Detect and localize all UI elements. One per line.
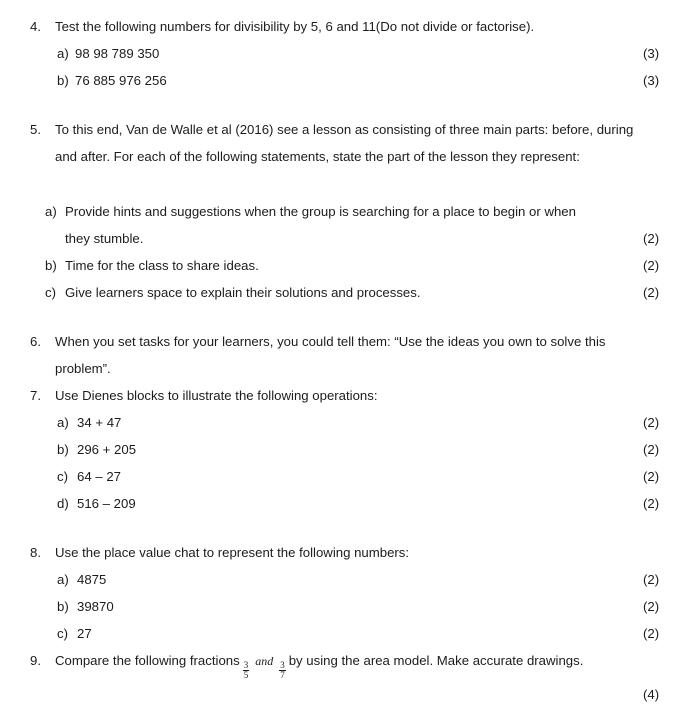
question-4-item-b-text: 76 885 976 256 [75, 73, 167, 88]
question-5-item-a-continuation [0, 225, 683, 252]
question-5-item-c-text: Give learners space to explain their solutions and processes. [65, 285, 421, 300]
question-7-item-b-label: b) [57, 442, 69, 457]
question-7-item-a-text: 34 + 47 [77, 415, 122, 430]
question-5-item-a-label: a) [45, 204, 57, 219]
question-8-number: 8. [30, 545, 41, 560]
question-9-number: 9. [30, 653, 41, 668]
question-4-item-b-marks: (3) [643, 73, 660, 88]
question-9 [0, 647, 683, 708]
question-4-item-b [0, 67, 683, 94]
question-6-stem: When you set tasks for your learners, you could tell them: “Use the ideas you own to solve this problem”. [55, 334, 606, 376]
gap-after-q5 [0, 306, 683, 328]
fraction-three-fifths [243, 661, 250, 681]
gap-after-q4 [0, 94, 683, 116]
question-4-stem-row [0, 13, 683, 40]
question-9-marks-row [0, 681, 683, 708]
question-7-item-d-label: d) [57, 496, 69, 511]
question-7-item-b-text: 296 + 205 [77, 442, 137, 457]
question-7-item-c [0, 463, 683, 490]
question-9-marks: (4) [643, 686, 660, 702]
question-5-number: 5. [30, 122, 41, 137]
question-8-item-c-label: c) [57, 626, 68, 641]
question-4-item-b-label: b) [57, 73, 69, 88]
gap-after-q7 [0, 517, 683, 539]
question-6-stem-row [0, 328, 683, 382]
question-7 [0, 382, 683, 517]
question-4-item-a [0, 40, 683, 67]
fraction-three-fifths-denominator: 5 [243, 670, 249, 681]
question-7-item-c-marks: (2) [643, 469, 660, 484]
question-5-item-a-text-line2: they stumble. [65, 231, 144, 246]
question-7-item-c-text: 64 – 27 [77, 469, 121, 484]
question-9-stem-row [0, 647, 683, 681]
question-5-item-a-marks: (2) [643, 231, 660, 246]
question-6 [0, 328, 683, 382]
question-8-item-a-label: a) [57, 572, 69, 587]
question-5-item-c-marks: (2) [643, 285, 660, 300]
question-9-conjunction: and [255, 654, 274, 668]
question-8-item-c-marks: (2) [643, 626, 660, 641]
question-8-item-a-text: 4875 [77, 572, 107, 587]
question-4-item-a-text: 98 98 789 350 [75, 46, 160, 61]
fraction-three-fifths-numerator: 3 [243, 659, 249, 670]
question-5-item-b-text: Time for the class to share ideas. [65, 258, 259, 273]
question-5-item-a [0, 198, 683, 225]
question-9-stem-part2: by using the area model. Make accurate drawings. [288, 653, 584, 668]
question-7-item-d [0, 490, 683, 517]
question-4-item-a-label: a) [57, 46, 69, 61]
question-5 [0, 116, 683, 306]
top-spacer [0, 0, 683, 13]
question-8-item-c [0, 620, 683, 647]
question-5-item-b-label: b) [45, 258, 57, 273]
question-8-item-c-text: 27 [77, 626, 92, 641]
question-7-stem-row [0, 382, 683, 409]
question-5-item-b-marks: (2) [643, 258, 660, 273]
question-4-item-a-marks: (3) [643, 46, 660, 61]
question-5-item-c [0, 279, 683, 306]
question-8-item-b [0, 593, 683, 620]
question-7-item-a [0, 409, 683, 436]
question-7-item-d-marks: (2) [643, 496, 660, 511]
question-8 [0, 539, 683, 647]
question-8-item-a-marks: (2) [643, 572, 660, 587]
question-5-stem: To this end, Van de Walle et al (2016) see a lesson as consisting of three main parts: before, during and after. For each of the following statements, state the part of the lesson they represent: [55, 122, 634, 164]
question-9-stem [55, 647, 683, 681]
question-8-item-a [0, 566, 683, 593]
question-7-stem: Use Dienes blocks to illustrate the following operations: [55, 388, 378, 403]
question-8-item-b-label: b) [57, 599, 69, 614]
question-7-item-c-label: c) [57, 469, 68, 484]
question-7-item-a-marks: (2) [643, 415, 660, 430]
question-8-item-b-text: 39870 [77, 599, 114, 614]
question-8-item-b-marks: (2) [643, 599, 660, 614]
question-5-stem-row [0, 116, 683, 170]
question-7-item-d-text: 516 – 209 [77, 496, 136, 511]
question-4-number: 4. [30, 19, 41, 34]
question-4 [0, 13, 683, 94]
gap-q5-stem-to-items [0, 170, 683, 198]
question-5-item-c-label: c) [45, 285, 56, 300]
question-8-stem-row [0, 539, 683, 566]
question-4-stem: Test the following numbers for divisibility by 5, 6 and 11(Do not divide or factorise). [55, 19, 535, 34]
question-6-number: 6. [30, 334, 41, 349]
question-5-item-a-text-line1: Provide hints and suggestions when the group is searching for a place to begin or when [65, 204, 576, 219]
question-9-stem-part1: Compare the following fractions [55, 653, 240, 668]
fraction-three-sevenths-numerator: 3 [280, 659, 285, 670]
question-7-item-b-marks: (2) [643, 442, 660, 457]
question-8-stem: Use the place value chat to represent the following numbers: [55, 545, 410, 560]
question-7-number: 7. [30, 388, 41, 403]
question-7-item-a-label: a) [57, 415, 69, 430]
fraction-three-sevenths-denominator: 7 [280, 670, 285, 681]
fraction-three-sevenths [279, 661, 286, 681]
question-5-item-b [0, 252, 683, 279]
question-7-item-b [0, 436, 683, 463]
